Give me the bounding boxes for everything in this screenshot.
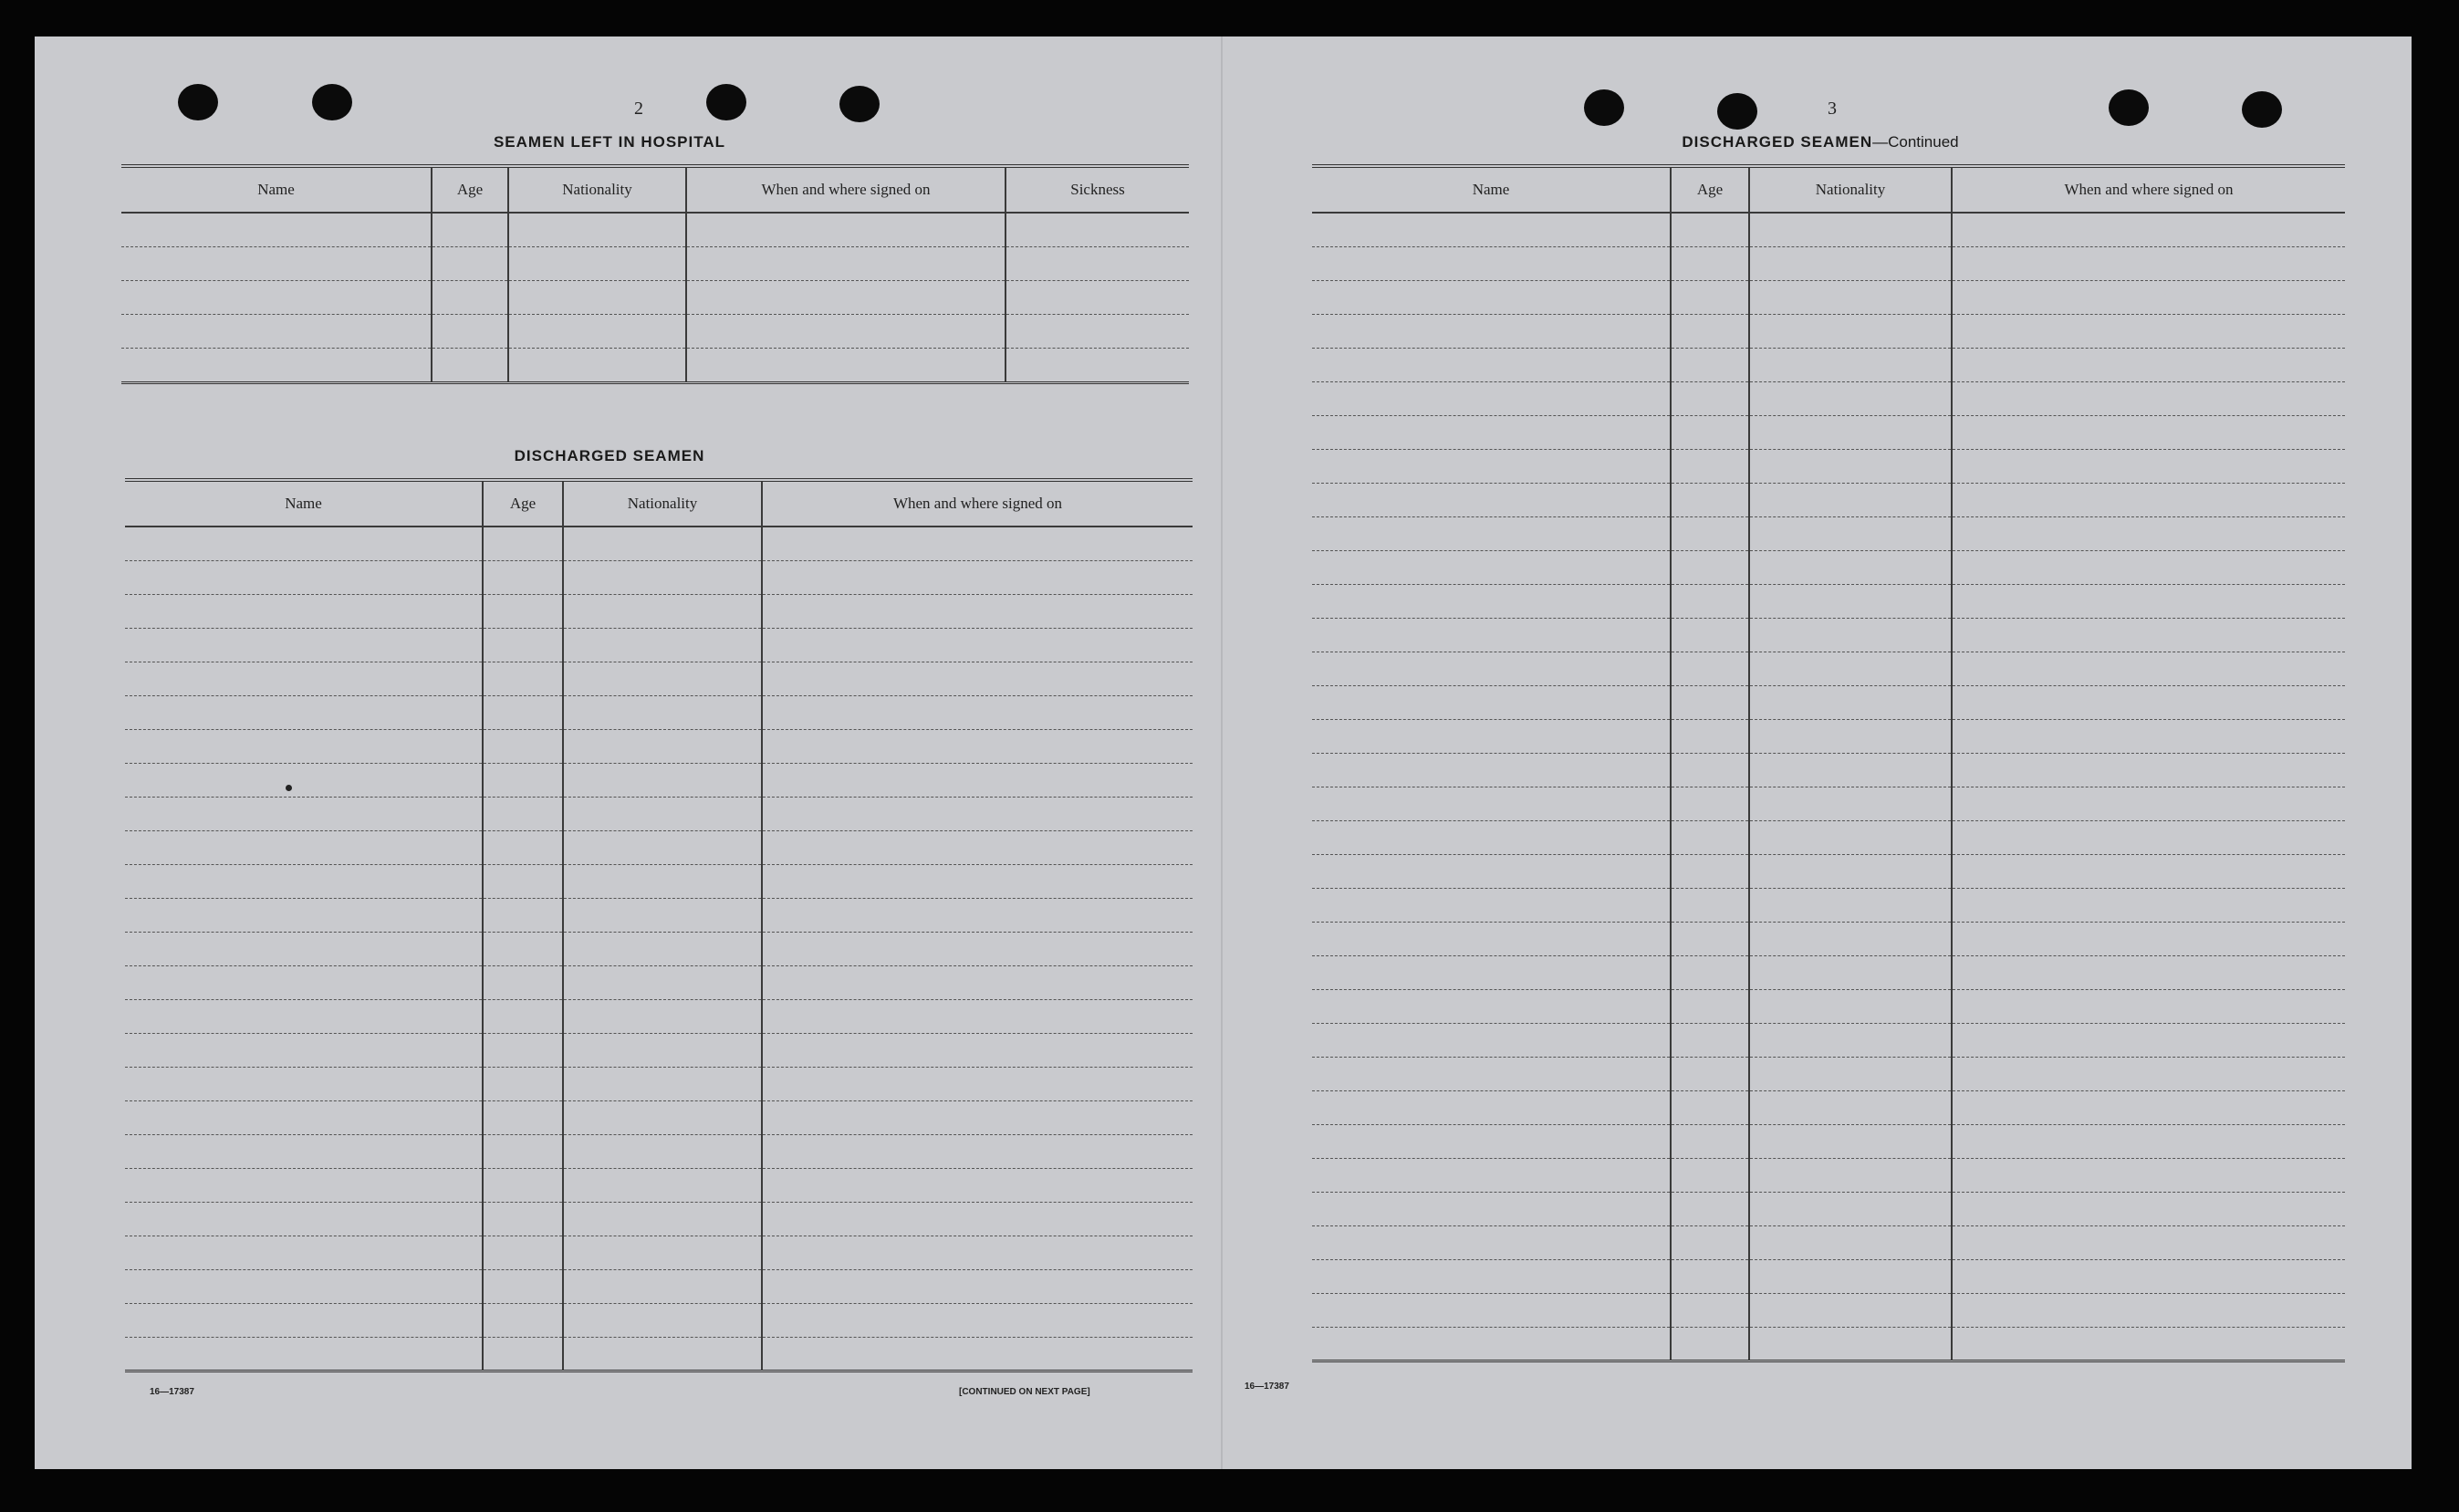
table-row (1312, 989, 2345, 1023)
table-row (125, 1303, 1193, 1337)
table-row (1312, 820, 2345, 854)
discharged-table (125, 478, 1193, 1372)
table-row (125, 1269, 1193, 1303)
table-row (125, 797, 1193, 830)
form-number: 16—17387 (1245, 1382, 1289, 1392)
table-row (1312, 516, 2345, 550)
table-row (1312, 652, 2345, 685)
table-row (125, 1067, 1193, 1100)
discharged-section-title: DISCHARGED SEAMEN (514, 447, 705, 464)
table-row (125, 1100, 1193, 1134)
continued-note: [CONTINUED ON NEXT PAGE] (959, 1387, 1090, 1397)
hospital-section-title: SEAMEN LEFT IN HOSPITAL (493, 133, 726, 151)
table-row (1312, 1327, 2345, 1361)
table-row (1312, 246, 2345, 280)
table-row (1312, 854, 2345, 888)
page-number: 3 (1828, 99, 1837, 119)
table-row (125, 965, 1193, 999)
column-header-name: Name (121, 166, 432, 213)
table-row (1312, 280, 2345, 314)
discharged-continued-title-text: DISCHARGED SEAMEN (1682, 133, 1873, 151)
table-row (125, 695, 1193, 729)
table-row (125, 527, 1193, 560)
table-row (1312, 314, 2345, 348)
table-row (125, 729, 1193, 763)
punch-hole (2242, 91, 2282, 128)
table-row (125, 864, 1193, 898)
table-row (1312, 381, 2345, 415)
table-row (125, 932, 1193, 965)
page-number: 2 (634, 99, 643, 119)
table-row (1312, 348, 2345, 381)
column-header-signed-on: When and where signed on (686, 166, 1005, 213)
column-header-name: Name (125, 480, 483, 527)
table-row (125, 1236, 1193, 1269)
column-header-nationality: Nationality (508, 166, 686, 213)
table-row (1312, 1259, 2345, 1293)
column-header-age: Age (432, 166, 508, 213)
table-row (1312, 1293, 2345, 1327)
table-row (125, 999, 1193, 1033)
table-row (1312, 719, 2345, 753)
table-row (1312, 685, 2345, 719)
table-row (1312, 1158, 2345, 1192)
table-row (1312, 753, 2345, 787)
table-row (1312, 1225, 2345, 1259)
table-row (1312, 449, 2345, 483)
table-row (1312, 922, 2345, 955)
table-row (1312, 550, 2345, 584)
punch-hole (1717, 93, 1757, 130)
table-row (125, 898, 1193, 932)
column-header-age: Age (1671, 166, 1749, 213)
column-header-age: Age (483, 480, 563, 527)
table-row (121, 280, 1189, 314)
table-row (121, 348, 1189, 382)
table-row (125, 560, 1193, 594)
table-row (121, 314, 1189, 348)
table-row (1312, 483, 2345, 516)
table-row (125, 662, 1193, 695)
table-row (1312, 618, 2345, 652)
hospital-table (121, 164, 1189, 384)
punch-hole (1584, 89, 1624, 126)
column-header-signed-on: When and where signed on (762, 480, 1193, 527)
punch-hole (178, 84, 218, 120)
table-row (125, 763, 1193, 797)
punch-hole (706, 84, 746, 120)
table-row (1312, 1124, 2345, 1158)
column-header-nationality: Nationality (1749, 166, 1952, 213)
column-header-nationality: Nationality (563, 480, 762, 527)
table-row (1312, 415, 2345, 449)
table-row (125, 830, 1193, 864)
discharged-continued-table (1312, 164, 2345, 1362)
punch-hole (839, 86, 880, 122)
table-row (125, 1033, 1193, 1067)
table-row (125, 628, 1193, 662)
table-row (1312, 787, 2345, 820)
table-row (1312, 955, 2345, 989)
ink-speck (286, 785, 292, 791)
table-row (125, 1202, 1193, 1236)
table-row (121, 246, 1189, 280)
table-row (1312, 213, 2345, 246)
table-row (125, 1337, 1193, 1371)
table-row (1312, 1023, 2345, 1057)
table-row (125, 1134, 1193, 1168)
punch-hole (312, 84, 352, 120)
document-sheet (35, 36, 2412, 1469)
column-header-signed-on: When and where signed on (1952, 166, 2345, 213)
right-page (1223, 36, 2412, 1469)
left-page (35, 36, 1221, 1469)
table-row (1312, 1090, 2345, 1124)
form-number: 16—17387 (150, 1387, 194, 1397)
column-header-name: Name (1312, 166, 1671, 213)
column-header-sickness: Sickness (1005, 166, 1189, 213)
table-row (125, 594, 1193, 628)
punch-hole (2109, 89, 2149, 126)
table-row (1312, 1192, 2345, 1225)
continued-suffix: —Continued (1872, 133, 1959, 151)
table-row (121, 213, 1189, 246)
table-row (1312, 888, 2345, 922)
table-row (125, 1168, 1193, 1202)
table-row (1312, 1057, 2345, 1090)
discharged-continued-title (1601, 133, 2039, 151)
table-row (1312, 584, 2345, 618)
